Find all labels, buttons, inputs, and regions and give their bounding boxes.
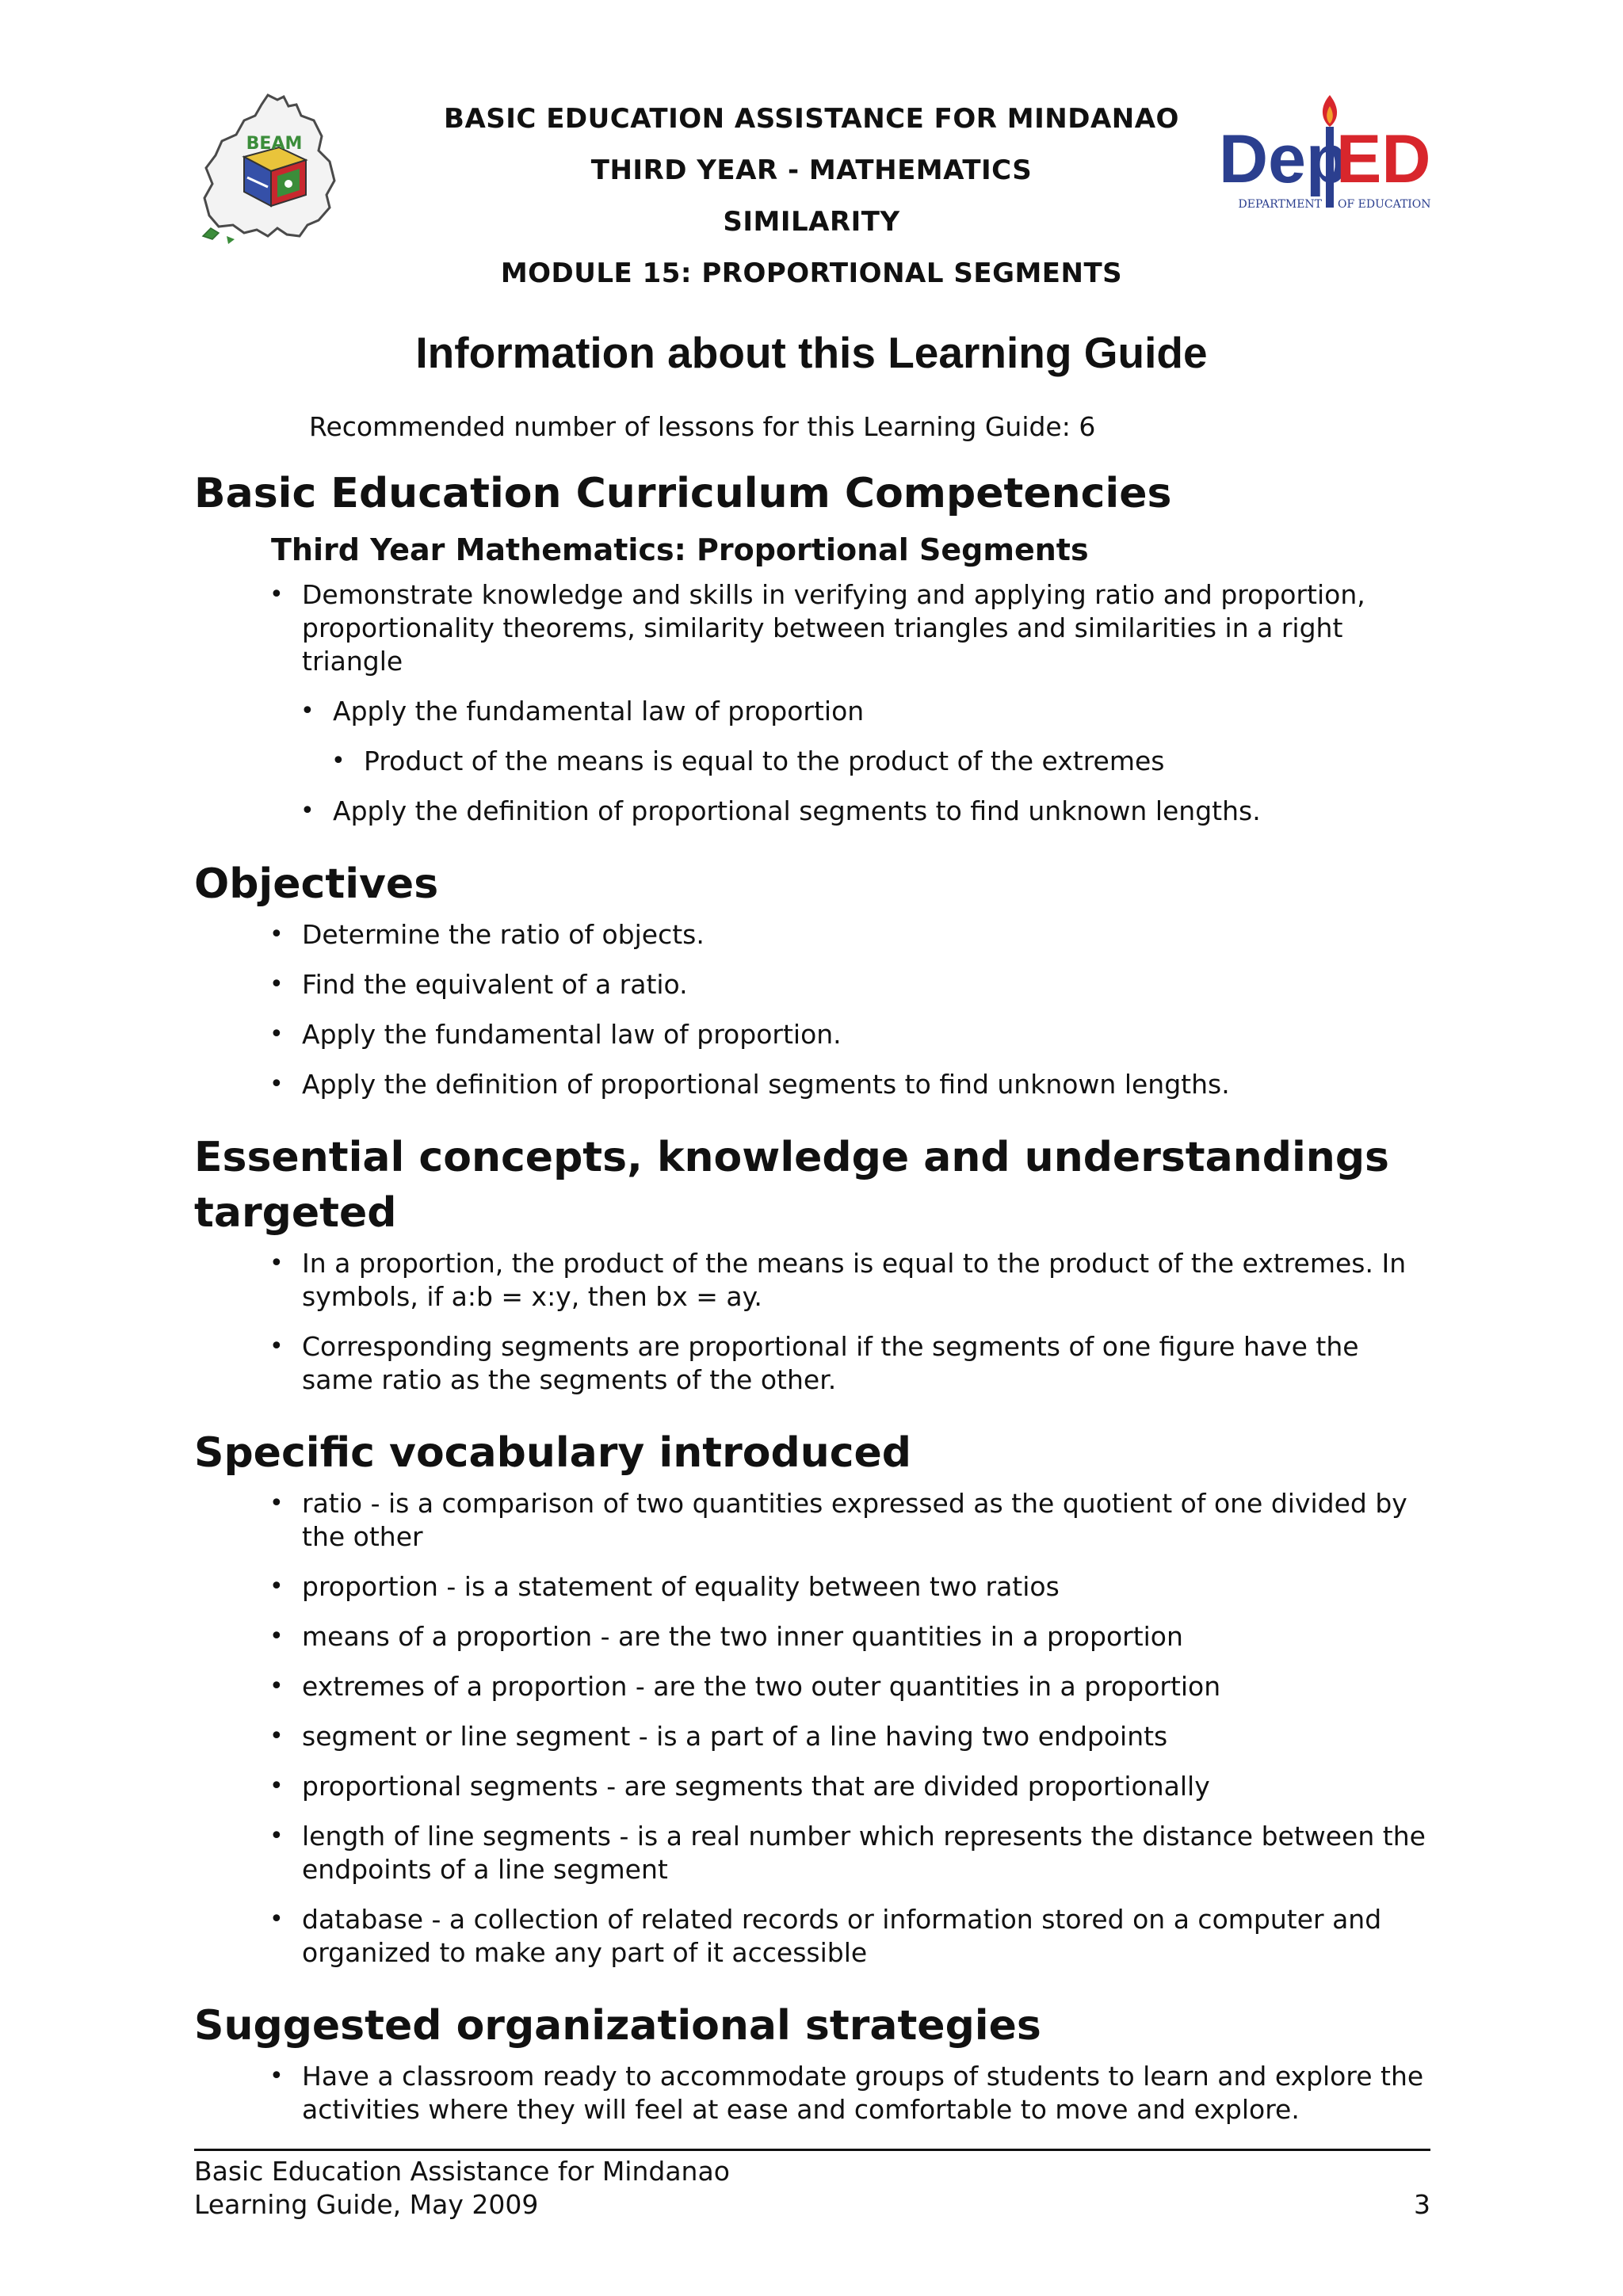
footer-divider <box>194 2149 1430 2151</box>
competencies-heading: Basic Education Curriculum Competencies <box>194 470 1172 517</box>
list-item: • Corresponding segments are proportional if the segments of one figure have the same ratio as the segments of the other. <box>269 1331 1359 1395</box>
concepts-list <box>194 1247 1430 1397</box>
deped-brand-dep: Dep <box>1219 121 1348 197</box>
beam-logo-text: BEAM <box>246 134 303 154</box>
footer-guide-date: Learning Guide, May 2009 <box>194 2189 539 2220</box>
list-item: • segment or line segment - is a part of a line having two endpoints <box>269 1721 1168 1752</box>
vocabulary-heading: Specific vocabulary introduced <box>194 1429 912 1477</box>
list-item: • Apply the fundamental law of proportion <box>300 696 865 727</box>
list-item: • ratio - is a comparison of two quantities expressed as the quotient of one divided by the other <box>269 1488 1407 1552</box>
list-item: • means of a proportion - are the two inner quantities in a proportion <box>269 1621 1183 1652</box>
strategies-list <box>194 2060 1430 2126</box>
list-item: • In a proportion, the product of the means is equal to the product of the extremes. In symbols, if a:b = x:y, then bx = ay. <box>269 1248 1407 1312</box>
objectives-list <box>194 918 1430 1101</box>
list-item: • Product of the means is equal to the product of the extremes <box>331 746 1165 776</box>
recommended-lessons: Recommended number of lessons for this Learning Guide: 6 <box>309 411 1096 442</box>
list-item: • Find the equivalent of a ratio. <box>269 969 688 1000</box>
footer-text <box>194 2155 730 2222</box>
list-item: • database - a collection of related records or information stored on a computer and organized to make any part of it accessible <box>269 1904 1382 1968</box>
strategies-heading: Suggested organizational strategies <box>194 2002 1041 2050</box>
concepts-heading: Essential concepts, knowledge and understandings targeted <box>194 1134 1389 1237</box>
list-item: • proportion - is a statement of equality between two ratios <box>269 1571 1060 1602</box>
competencies-subheading: Third Year Mathematics: Proportional Segments <box>271 532 1089 567</box>
header-year-subject: THIRD YEAR - MATHEMATICS <box>590 154 1033 186</box>
deped-brand-ed: ED <box>1336 121 1431 197</box>
header-organization: BASIC EDUCATION ASSISTANCE FOR MINDANAO <box>444 103 1179 135</box>
deped-subtitle-left: DEPARTMENT <box>1238 198 1322 211</box>
header-module: MODULE 15: PROPORTIONAL SEGMENTS <box>500 257 1123 289</box>
list-item: • Have a classroom ready to accommodate groups of students to learn and explore the activities where they will feel at ease and comfortable to move and explore. <box>269 2061 1424 2125</box>
list-item: • Apply the definition of proportional segments to find unknown lengths. <box>300 795 1261 826</box>
header-topic: SIMILARITY <box>723 206 900 238</box>
vocabulary-list <box>194 1487 1430 1970</box>
deped-subtitle-right: OF EDUCATION <box>1338 198 1431 211</box>
list-item: • Apply the fundamental law of proportion. <box>269 1019 842 1050</box>
list-item: • Demonstrate knowledge and skills in verifying and applying ratio and proportion, proportionality theorems, similarity between triangles and similarities in a right triangle <box>269 579 1365 677</box>
page-number: 3 <box>1414 2189 1430 2220</box>
document-header <box>0 93 1623 299</box>
list-item: • length of line segments - is a real number which represents the distance between the endpoints of a line segment <box>269 1821 1426 1885</box>
list-item: • Determine the ratio of objects. <box>269 919 705 950</box>
list-item: • Apply the definition of proportional segments to find unknown lengths. <box>269 1069 1230 1100</box>
list-item: • extremes of a proportion - are the two outer quantities in a proportion <box>269 1671 1221 1702</box>
document-body <box>194 466 1430 2155</box>
footer-organization: Basic Education Assistance for Mindanao <box>194 2156 730 2187</box>
objectives-heading: Objectives <box>194 860 439 908</box>
guide-title: Information about this Learning Guide <box>415 328 1208 377</box>
list-item: • proportional segments - are segments that are divided proportionally <box>269 1771 1210 1802</box>
competencies-list <box>194 578 1430 828</box>
